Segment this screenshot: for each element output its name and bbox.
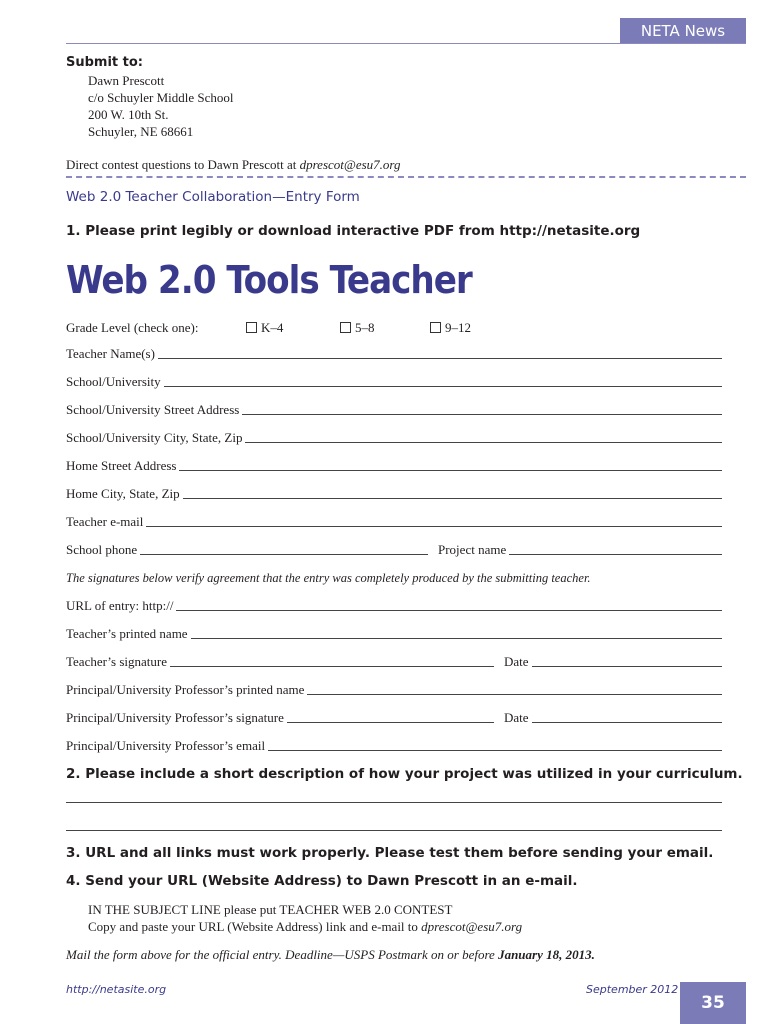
professor-email-field[interactable]: Principal/University Professor’s email [66,738,722,754]
step-2: 2. Please include a short description of how your project was utilized in your curriculum. [66,766,743,782]
home-street-field[interactable]: Home Street Address [66,458,722,474]
mail-note: Mail the form above for the official entry. Deadline—USPS Postmark on or before January 18, 2013. [66,947,595,962]
section-tab: NETA News [620,18,746,44]
school-street-field[interactable]: School/University Street Address [66,402,722,418]
questions-line [66,156,401,173]
description-line[interactable] [66,830,722,831]
description-line[interactable] [66,802,722,803]
professor-signature-field[interactable]: Principal/University Professor’s signature [66,710,494,726]
footer-url[interactable]: http://netasite.org [66,983,167,996]
questions-text: Direct contest questions to Dawn Prescott at [66,157,297,172]
teacher-names-field[interactable]: Teacher Name(s) [66,346,722,362]
cut-line [66,176,746,178]
step-4-line-1: IN THE SUBJECT LINE please put TEACHER WEB 2.0 CONTEST [88,902,453,917]
grade-option-k4[interactable]: K–4 [246,319,283,336]
home-city-field[interactable]: Home City, State, Zip [66,486,722,502]
submit-heading: Submit to: [66,55,144,70]
school-phone-field[interactable]: School phone [66,542,428,558]
school-city-field[interactable]: School/University City, State, Zip [66,430,722,446]
checkbox-icon[interactable] [430,322,441,333]
project-name-field[interactable]: Project name [438,542,722,558]
address-line: Dawn Prescott [88,73,165,88]
grade-label: Grade Level (check one): [66,320,199,335]
grade-option-58[interactable]: 5–8 [340,319,375,336]
header-rule [66,43,746,44]
teacher-printed-name-field[interactable]: Teacher’s printed name [66,626,722,642]
school-field[interactable]: School/University [66,374,722,390]
professor-date-field[interactable]: Date [504,710,722,726]
deadline: January 18, 2013. [498,947,595,962]
questions-email[interactable]: dprescot@esu7.org [299,157,401,172]
teacher-signature-field[interactable]: Teacher’s signature [66,654,494,670]
teacher-email-field[interactable]: Teacher e-mail [66,514,722,530]
signature-note: The signatures below verify agreement that the entry was completely produced by the submitting teacher. [66,571,591,585]
step-3: 3. URL and all links must work properly. Please test them before sending your email. [66,845,714,861]
teacher-date-field[interactable]: Date [504,654,722,670]
step-4-email[interactable]: dprescot@esu7.org [421,919,523,934]
address-line: 200 W. 10th St. [88,107,169,122]
professor-printed-name-field[interactable]: Principal/University Professor’s printed name [66,682,722,698]
address-line: c/o Schuyler Middle School [88,90,234,105]
url-entry-field[interactable]: URL of entry: http:// [66,598,722,614]
checkbox-icon[interactable] [246,322,257,333]
form-title: Web 2.0 Tools Teacher [66,258,472,302]
checkbox-icon[interactable] [340,322,351,333]
page-number: 35 [680,982,746,1024]
footer-date: September 2012 [586,983,679,996]
step-4: 4. Send your URL (Website Address) to Dawn Prescott in an e-mail. [66,873,578,889]
address-block [88,72,234,140]
address-line: Schuyler, NE 68661 [88,124,194,139]
grade-option-912[interactable]: 9–12 [430,319,471,336]
form-subtitle: Web 2.0 Teacher Collaboration—Entry Form [66,189,360,205]
step-1: 1. Please print legibly or download interactive PDF from http://netasite.org [66,223,641,239]
step-4-line-2: Copy and paste your URL (Website Address) link and e-mail to dprescot@esu7.org [88,919,523,934]
